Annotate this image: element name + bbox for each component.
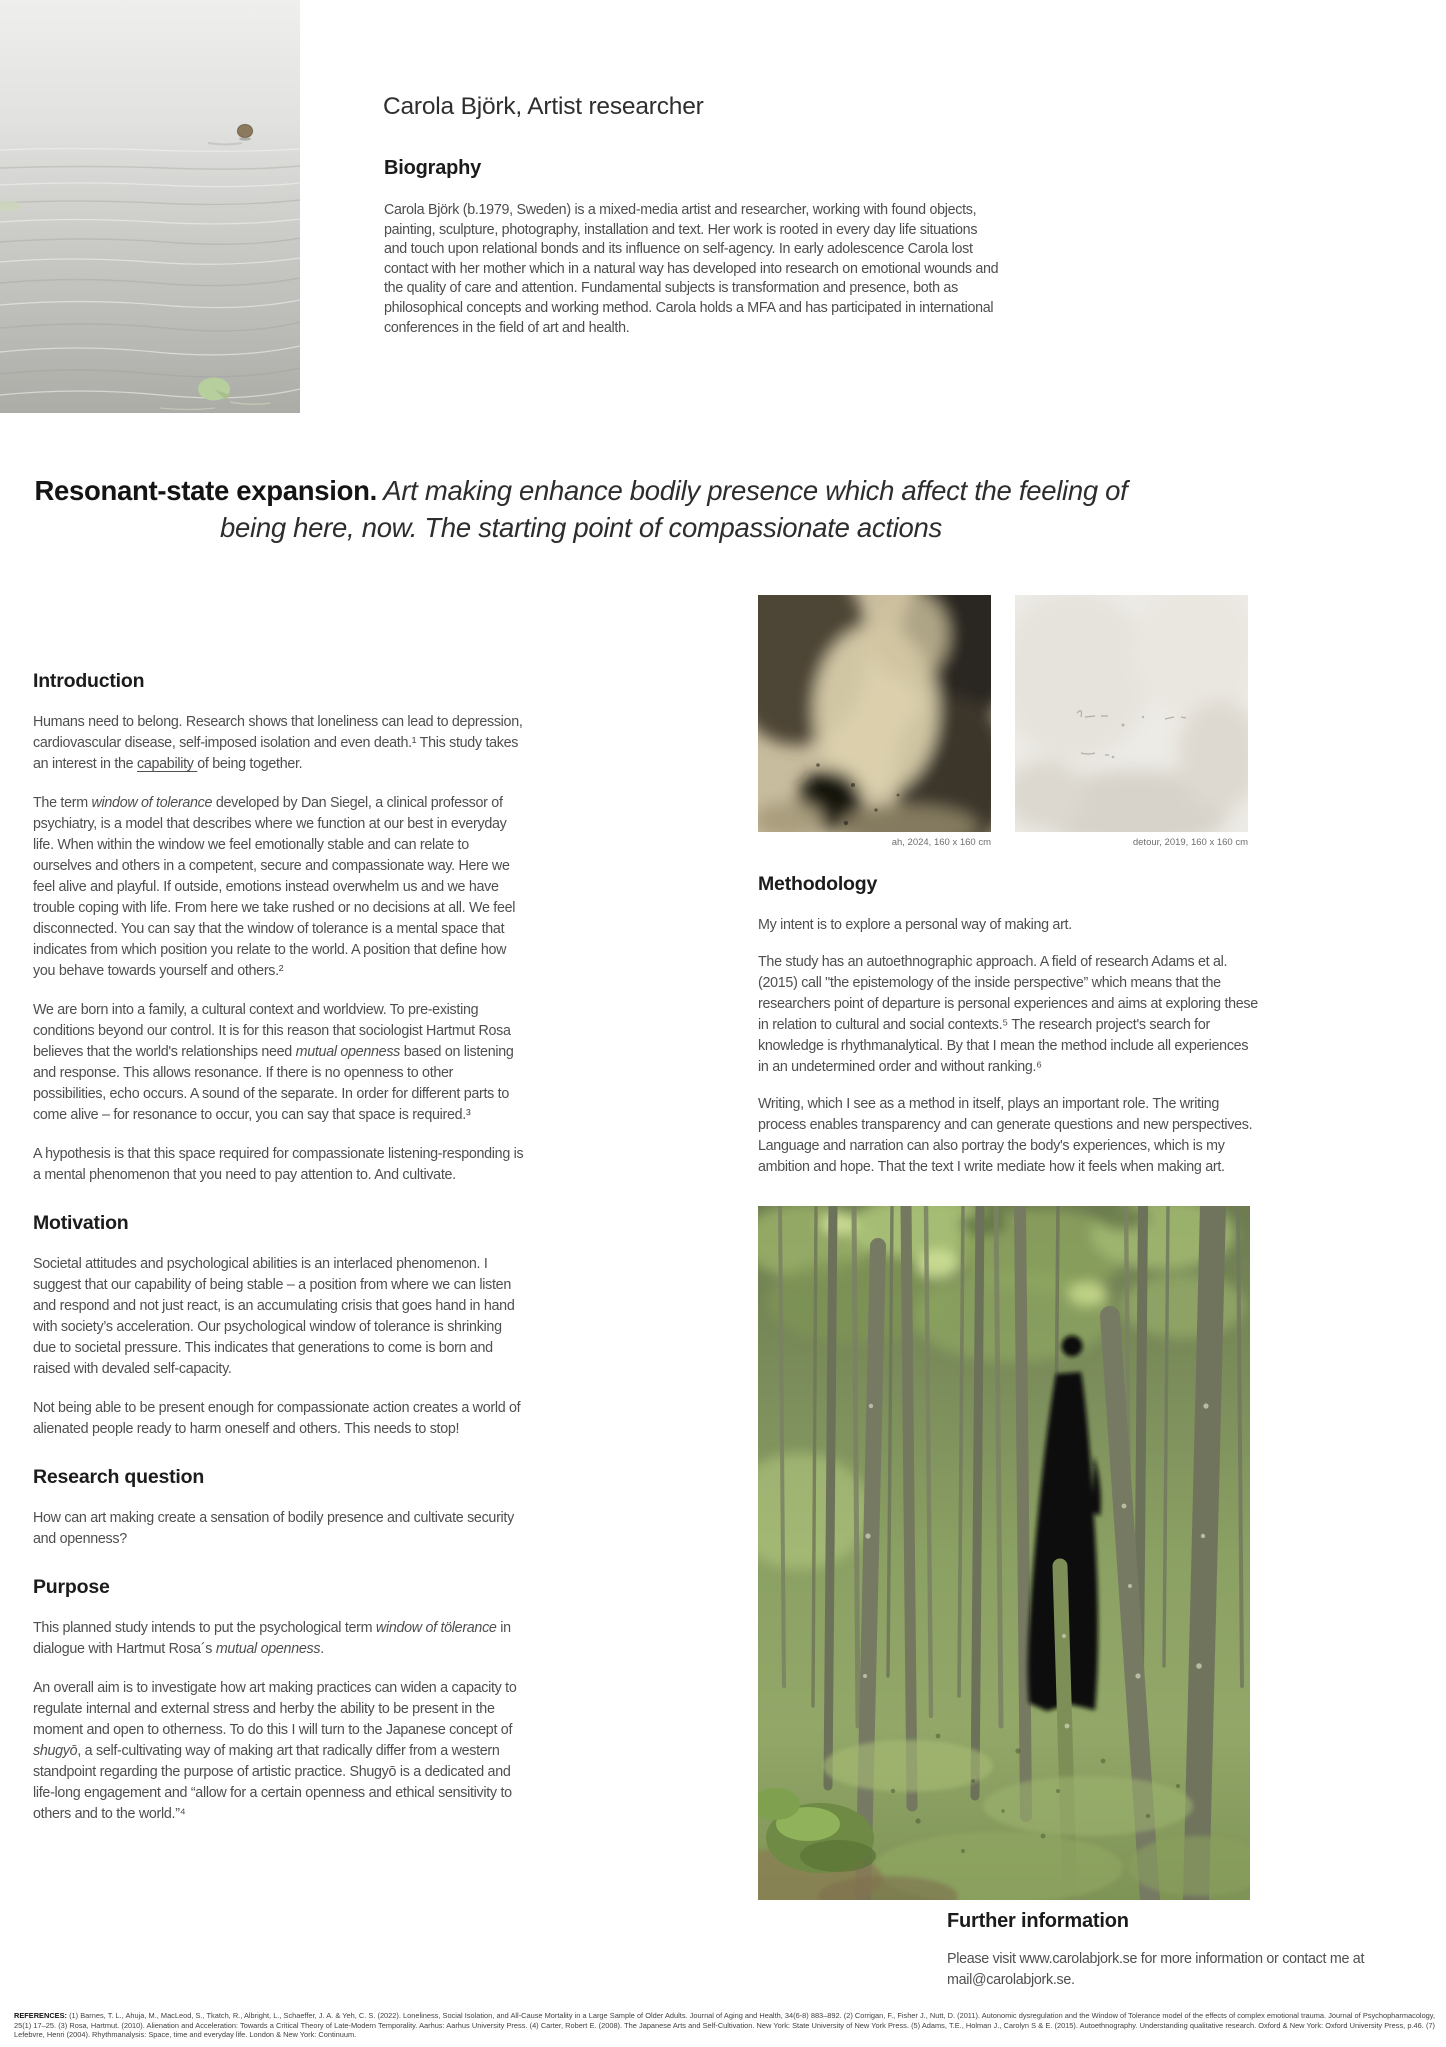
artwork-detour-image [1015,595,1248,832]
purpose-p1-term2: mutual openness [215,1641,321,1657]
purpose-paragraph-1 [33,1618,527,1660]
introduction-heading: Introduction [33,670,145,692]
methodology-heading: Methodology [758,873,878,895]
introduction-paragraph-3 [33,1000,527,1126]
methodology-paragraph-3: Writing, which I see as a method in itself, plays an important role. The writing process enables transparency and can generate questions and new perspectives. Language and narration can also portray the body's experiences, which is my ambition and hope. That the text I write mediate how it feels when making art. [758,1096,1253,1175]
artwork-detour-caption: detour, 2019, 160 x 160 cm [1132,837,1248,848]
artwork-row [758,595,1258,849]
intro-p2-term: window of tolerance [91,795,213,811]
introduction-paragraph-2 [33,793,527,982]
intro-p3-text-end: based on listening and response. This allows resonance. If there is no openness to other possibilities, echo occurs. A sound of the separate. In order for different parts to come alive – for resonance to occur, you can say that space is required.³ [33,1044,514,1123]
references [14,2011,1435,2040]
further-information-heading: Further information [947,1910,1129,1932]
purpose-paragraph-2 [33,1678,527,1825]
poster-title [28,472,1134,546]
intro-p1-text: Humans need to belong. Research shows that loneliness can lead to depression, cardiovascular disease, self-imposed isolation and even death.¹ This study takes an interest in the [33,714,523,772]
introduction-paragraph-1 [33,712,527,775]
motivation-paragraph-1: Societal attitudes and psychological abilities is an interlaced phenomenon. I suggest that our capability of being stable – a position from where we can listen and respond and not just react, is an accumulating crisis that goes hand in hand with society’s acceleration. Our psychological window of tolerance is shrinking due to societal pressure. This indicates that generations to come is born and raised with devaled self-capacity. [33,1256,515,1377]
artwork-ah-image [758,595,991,832]
motivation-heading: Motivation [33,1212,129,1234]
biography-heading: Biography [384,157,482,179]
left-column [33,670,527,1843]
references-label: REFERENCES: [14,2011,67,2020]
methodology-paragraph-1: My intent is to explore a personal way of making art. [758,917,1072,933]
purpose-p1-term1: window of tölerance [375,1620,497,1636]
methodology-paragraph-2: The study has an autoethnographic approach. A field of research Adams et al. (2015) call "the epistemology of the inside perspective” which means that the researchers point of departure is personal experiences and aims at exploring these in relation to cultural and social contexts.⁵ The research project's search for knowledge is rhythmanalytical. By that I mean the method include all experiences in an undetermined order and without ranking.⁶ [758,954,1258,1075]
purpose-p2-text-end: , a self-cultivating way of making art that radically differ from a western standpoint regarding the purpose of artistic practice. Shugyō is a dedicated and life-long engagement and “allow for a certain openness and ethical sensitivity to others and to the world.”⁴ [33,1743,512,1822]
forest-photo [758,1206,1250,1900]
purpose-p1-text-end: . [320,1641,324,1657]
intro-p2-text-end: developed by Dan Siegel, a clinical professor of psychiatry, is a model that describes where we function at our best in everyday life. When within the window we feel emotionally stable and can relate to ourselves and others in a competent, secure and compassionate way. Here we feel alive and playful. If outside, emotions instead overwhelm us and we have trouble coping with life. From here we take rushed or no decisions at all. We feel disconnected. You can say that the window of tolerance is a mental space that indicates from which position you relate to the world. A position that define how you behave towards yourself and others.² [33,795,516,979]
poster-title-bold: Resonant-state expansion. [34,475,377,506]
intro-p1-text-end: of being together. [197,756,303,772]
biography-text: Carola Björk (b.1979, Sweden) is a mixed-media artist and researcher, working with found objects, painting, sculpture, photography, installation and text. Her work is rooted in every day life situations and touch upon relational bonds and its influence on self-agency. In early adolescence Carola lost contact with her mother which in a natural way has developed into research on emotional wounds and the quality of care and attention. Fundamental subjects is transformation and presence, both as philosophical concepts and working method. Carola holds a MFA and has participated in international conferences in the field of art and health. [384,202,999,336]
right-column [758,595,1258,1194]
intro-p3-text: We are born into a family, a cultural context and worldview. To pre-existing conditions beyond our control. It is for this reason that sociologist Hartmut Rosa believes that the world's relationships need [33,1002,511,1060]
artwork-ah [758,595,991,849]
purpose-heading: Purpose [33,1576,110,1598]
further-information-section [947,1910,1377,1991]
motivation-paragraph-2: Not being able to be present enough for compassionate action creates a world of alienated people ready to harm oneself and others. This needs to stop! [33,1400,521,1437]
intro-p1-underlined: capability [136,756,198,772]
introduction-paragraph-4: A hypothesis is that this space required for compassionate listening-responding is a mental phenomenon that you need to pay attention to. And cultivate. [33,1146,524,1183]
references-text: (1) Barnes, T. L., Ahuja, M., MacLeod, S., Tkatch, R., Albright, L., Schaeffer, J. A. & Yeh, C. S. (2022). Loneliness, Social Isolation, and All-Cause Mortality in a Large Sample of Older Adults. Journal of Aging and Health, 34(6-8) 883–892. (2) Corrigan, F., Fisher J., Nutt, D. (2011). Autonomic dysregulation and the Window of Tolerance model of the effects of complex emotional trauma. Journal of Psychopharmacology, 25(1) 17–25. (3) Rosa, Hartmut. (2010). Alienation and Acceleration: Towards a Critical Theory of Late-Modern Temporality. Aarhus: Aarhus University Press. (4) Carter, Robert E. (2008). The Japanese Arts and Self-Cultivation. New York: State University of New York Press. (5) Adams, T.E., Holman J., Carolyn S & E. (2015). Autoethnography. Understanding qualitative research. Oxford & New York: Oxford University Press, p.46. (7) Lefebvre, Henri (2004). Rhythmanalysis: Space, time and everyday life. London & New York: Continuum. [14,2011,1435,2040]
artwork-ah-caption: ah, 2024, 160 x 160 cm [891,837,991,848]
research-question-heading: Research question [33,1466,205,1488]
poster-title-italic: Art making enhance bodily presence which affect the feeling of being here, now. The starting point of compassionate actions [220,475,1128,543]
water-photo [0,0,300,413]
artist-title: Carola Björk, Artist researcher [383,93,704,120]
purpose-p2-term: shugyō [33,1743,78,1759]
purpose-p2-text: An overall aim is to investigate how art making practices can widen a capacity to regulate internal and external stress and herby the ability to be present in the moment and open to otherness. To do this I will turn to the Japanese concept of [33,1680,517,1738]
intro-p3-term: mutual openness [295,1044,401,1060]
purpose-p1-text: This planned study intends to put the psychological term [33,1620,376,1636]
intro-p2-text: The term [33,795,92,811]
further-information-text: Please visit www.carolabjork.se for more information or contact me at mail@carolabjork.se. [947,1951,1365,1988]
purpose-p1-text-mid: in dialogue with Hartmut Rosa´s [33,1620,511,1657]
artwork-detour [1015,595,1248,849]
research-question-paragraph: How can art making create a sensation of bodily presence and cultivate security and openness? [33,1510,514,1547]
